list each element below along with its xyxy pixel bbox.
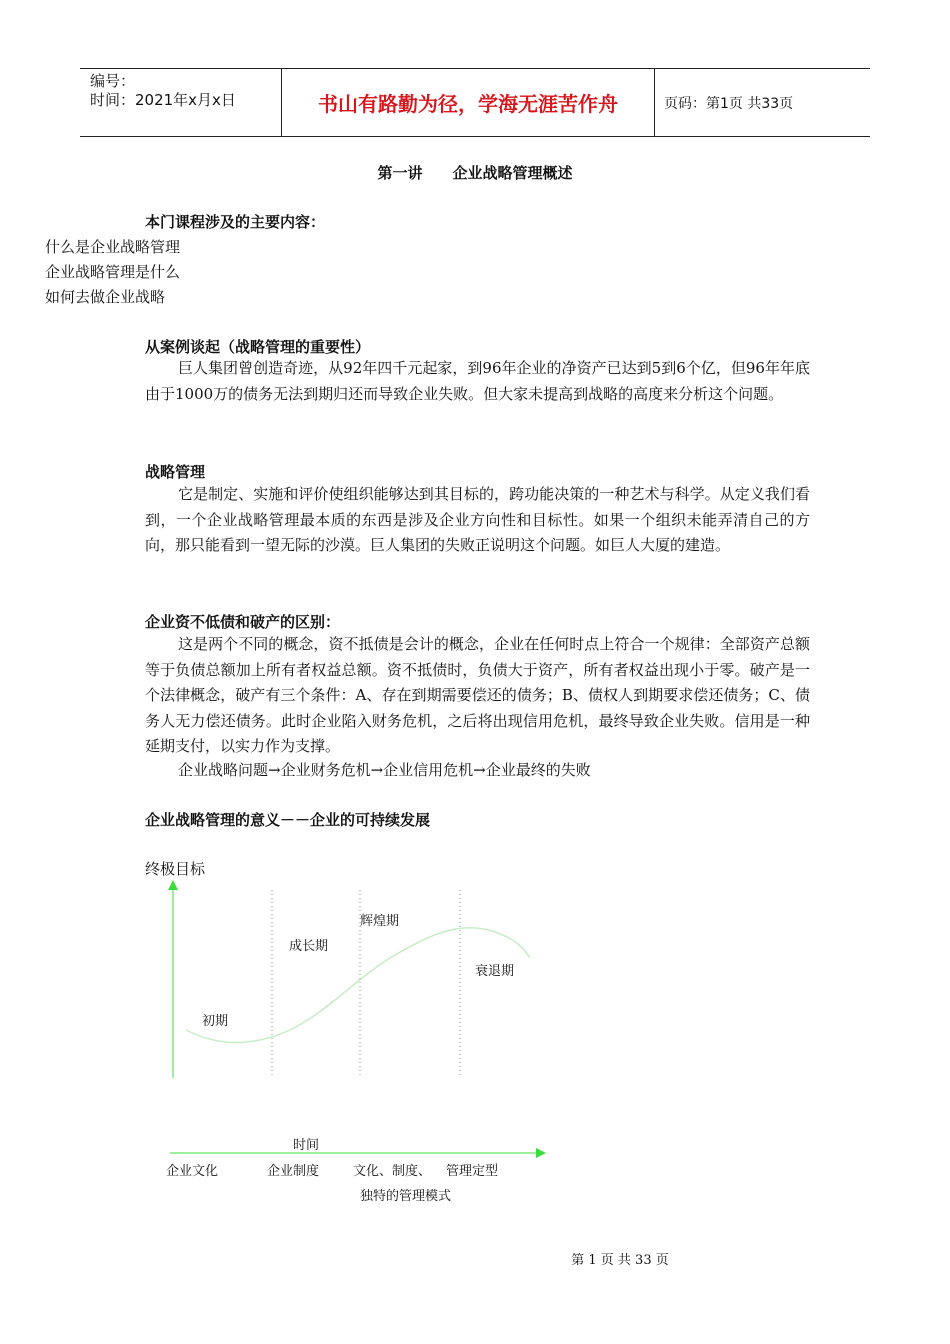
y-axis-label: 终极目标 <box>145 860 206 878</box>
section-heading: 战略管理 <box>145 463 206 481</box>
section-paragraph: 这是两个不同的概念，资不抵债是会计的概念，企业在任何时点上符合一个规律：全部资产总额等于负债总额加上所有者权益总额。资不抵债时，负债大于资产，所有者权益出现小于零。破产是一个法律概念，破产有三个条件：A、存在到期需要偿还的债务；B、债权人到期要求偿还债务；C、债务人无力偿还债务。此时企业陷入财务危机，之后将出现信用危机，最终导致企业失败。信用是一种延期支付，以实力作为支撑。 <box>145 635 810 755</box>
header-page-number: 页码：第1页 共33页 <box>664 95 794 112</box>
bottom-label: 文化、制度、 <box>353 1164 432 1179</box>
stage-label: 辉煌期 <box>360 914 400 929</box>
bottom-label: 管理定型 <box>446 1164 499 1179</box>
causal-chain: 企业战略问题→企业财务危机→企业信用危机→企业最终的失败 <box>178 761 591 779</box>
x-axis-label: 时间 <box>293 1138 320 1153</box>
header-motto: 书山有路勤为径，学海无涯苦作舟 <box>318 92 618 116</box>
number-label: 编号： <box>90 72 136 90</box>
x-axis-arrow-icon <box>536 1148 546 1158</box>
section-heading: 企业战略管理的意义－－企业的可持续发展 <box>145 811 431 829</box>
bottom-sub-label: 独特的管理模式 <box>360 1189 452 1204</box>
stage-label: 成长期 <box>289 939 329 954</box>
page-footer: 第 1 页 共 33 页 <box>571 1253 669 1268</box>
contents-heading: 本门课程涉及的主要内容： <box>145 213 326 231</box>
y-axis-arrow-icon <box>168 880 178 890</box>
bottom-label: 企业制度 <box>267 1164 320 1179</box>
date-label: 时间：2021年x月x日 <box>90 91 236 109</box>
lecture-title: 第一讲 企业战略管理概述 <box>377 164 573 182</box>
stage-label: 初期 <box>202 1014 229 1029</box>
lifecycle-curve <box>186 928 530 1043</box>
contents-item: 如何去做企业战略 <box>45 288 166 306</box>
contents-item: 企业战略管理是什么 <box>45 263 181 281</box>
stage-label: 衰退期 <box>475 964 515 979</box>
section-paragraph: 它是制定、实施和评价使组织能够达到其目标的，跨功能决策的一种艺术与科学。从定义我们看到，一个企业战略管理最本质的东西是涉及企业方向性和目标性。如果一个组织未能弄清自己的方向，那只能看到一望无际的沙漠。巨人集团的失败正说明这个问题。如巨人大厦的建造。 <box>145 485 810 554</box>
bottom-label: 企业文化 <box>166 1164 219 1179</box>
section-paragraph: 巨人集团曾创造奇迹，从92年四千元起家，到96年企业的净资产已达到5到6个亿，但96年年底由于1000万的债务无法到期归还而导致企业失败。但大家未提高到战略的高度来分析这个问题。 <box>145 359 810 403</box>
section-heading: 从案例谈起（战略管理的重要性） <box>145 338 371 356</box>
contents-item: 什么是企业战略管理 <box>45 238 181 256</box>
section-heading: 企业资不低债和破产的区别： <box>145 613 341 631</box>
